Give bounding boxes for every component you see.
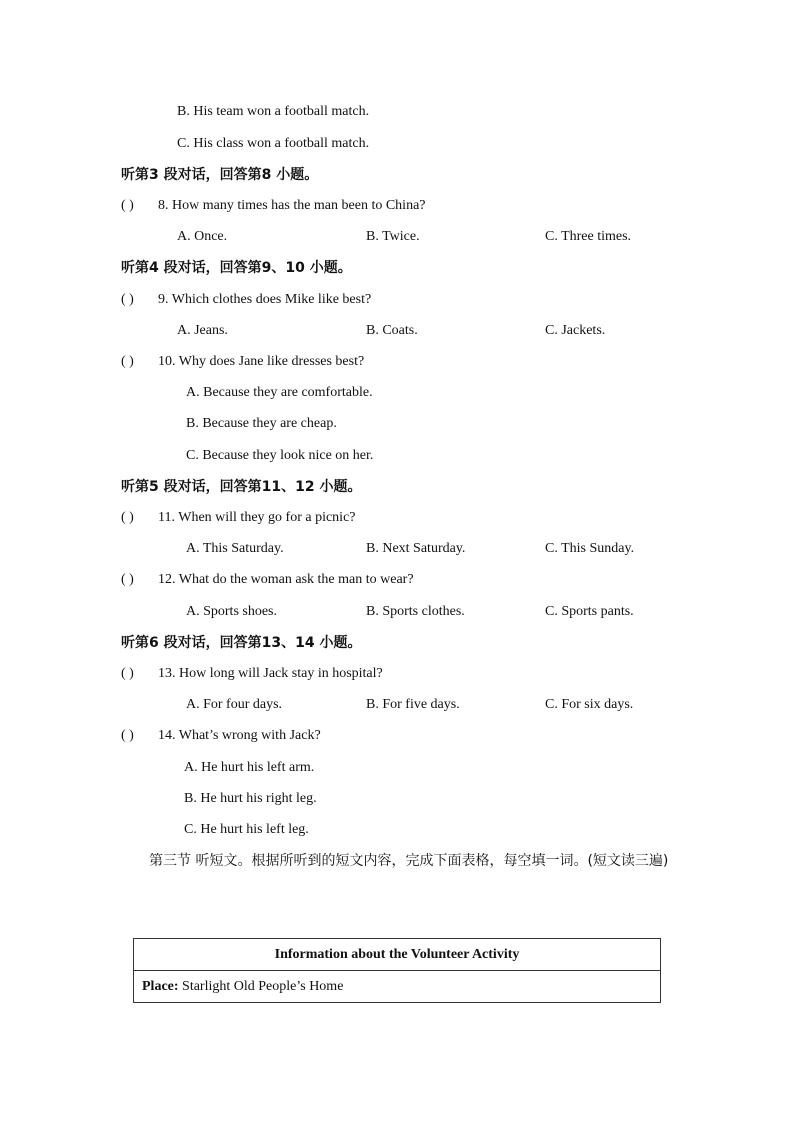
question-text: 9. Which clothes does Mike like best? [158,292,372,307]
answer-bracket[interactable]: ( ) [121,292,134,307]
option-a: A. He hurt his left arm. [184,760,315,775]
place-value: Starlight Old People’s Home [178,978,344,994]
option-a: A. Once. [177,229,228,244]
question-text: 12. What do the woman ask the man to wear? [158,572,414,587]
dialogue-6-heading: 听第6 段对话，回答第13、14 小题。 [121,635,362,651]
table-header: Information about the Volunteer Activity [134,939,661,971]
option-c: C. Because they look nice on her. [186,448,374,463]
option-b: B. Twice. [366,229,420,244]
option-b: B. For five days. [366,697,460,712]
question-text: 13. How long will Jack stay in hospital? [158,666,383,681]
answer-bracket[interactable]: ( ) [121,728,134,743]
option-a: A. Jeans. [177,323,228,338]
q7-option-b: B. His team won a football match. [177,104,370,119]
answer-bracket[interactable]: ( ) [121,354,134,369]
option-c: C. Jackets. [545,323,606,338]
option-a: A. For four days. [186,697,283,712]
q7-option-c: C. His class won a football match. [177,136,370,151]
option-c: C. Three times. [545,229,632,244]
answer-bracket[interactable]: ( ) [121,510,134,525]
question-text: 8. How many times has the man been to China? [158,198,426,213]
dialogue-3-heading: 听第3 段对话，回答第8 小题。 [121,167,319,183]
answer-bracket[interactable]: ( ) [121,572,134,587]
option-b: B. He hurt his right leg. [184,791,317,806]
dialogue-5-heading: 听第5 段对话，回答第11、12 小题。 [121,479,362,495]
question-text: 10. Why does Jane like dresses best? [158,354,365,369]
place-row [134,971,661,1003]
question-text: 14. What’s wrong with Jack? [158,728,321,743]
option-a: A. This Saturday. [186,541,284,556]
option-a: A. Because they are comfortable. [186,385,373,400]
option-b: B. Because they are cheap. [186,416,337,431]
option-c: C. For six days. [545,697,634,712]
option-c: C. This Sunday. [545,541,635,556]
volunteer-info-table [133,938,661,1003]
dialogue-4-heading: 听第4 段对话，回答第9、10 小题。 [121,260,352,276]
option-b: B. Sports clothes. [366,604,465,619]
answer-bracket[interactable]: ( ) [121,198,134,213]
question-text: 11. When will they go for a picnic? [158,510,356,525]
option-a: A. Sports shoes. [186,604,278,619]
option-b: B. Next Saturday. [366,541,466,556]
option-b: B. Coats. [366,323,418,338]
place-label: Place: [142,978,179,994]
option-c: C. Sports pants. [545,604,634,619]
section-3-instructions: 第三节 听短文。根据所听到的短文内容，完成下面表格，每空填一词。(短文读三遍) [121,853,669,869]
answer-bracket[interactable]: ( ) [121,666,134,681]
option-c: C. He hurt his left leg. [184,822,309,837]
